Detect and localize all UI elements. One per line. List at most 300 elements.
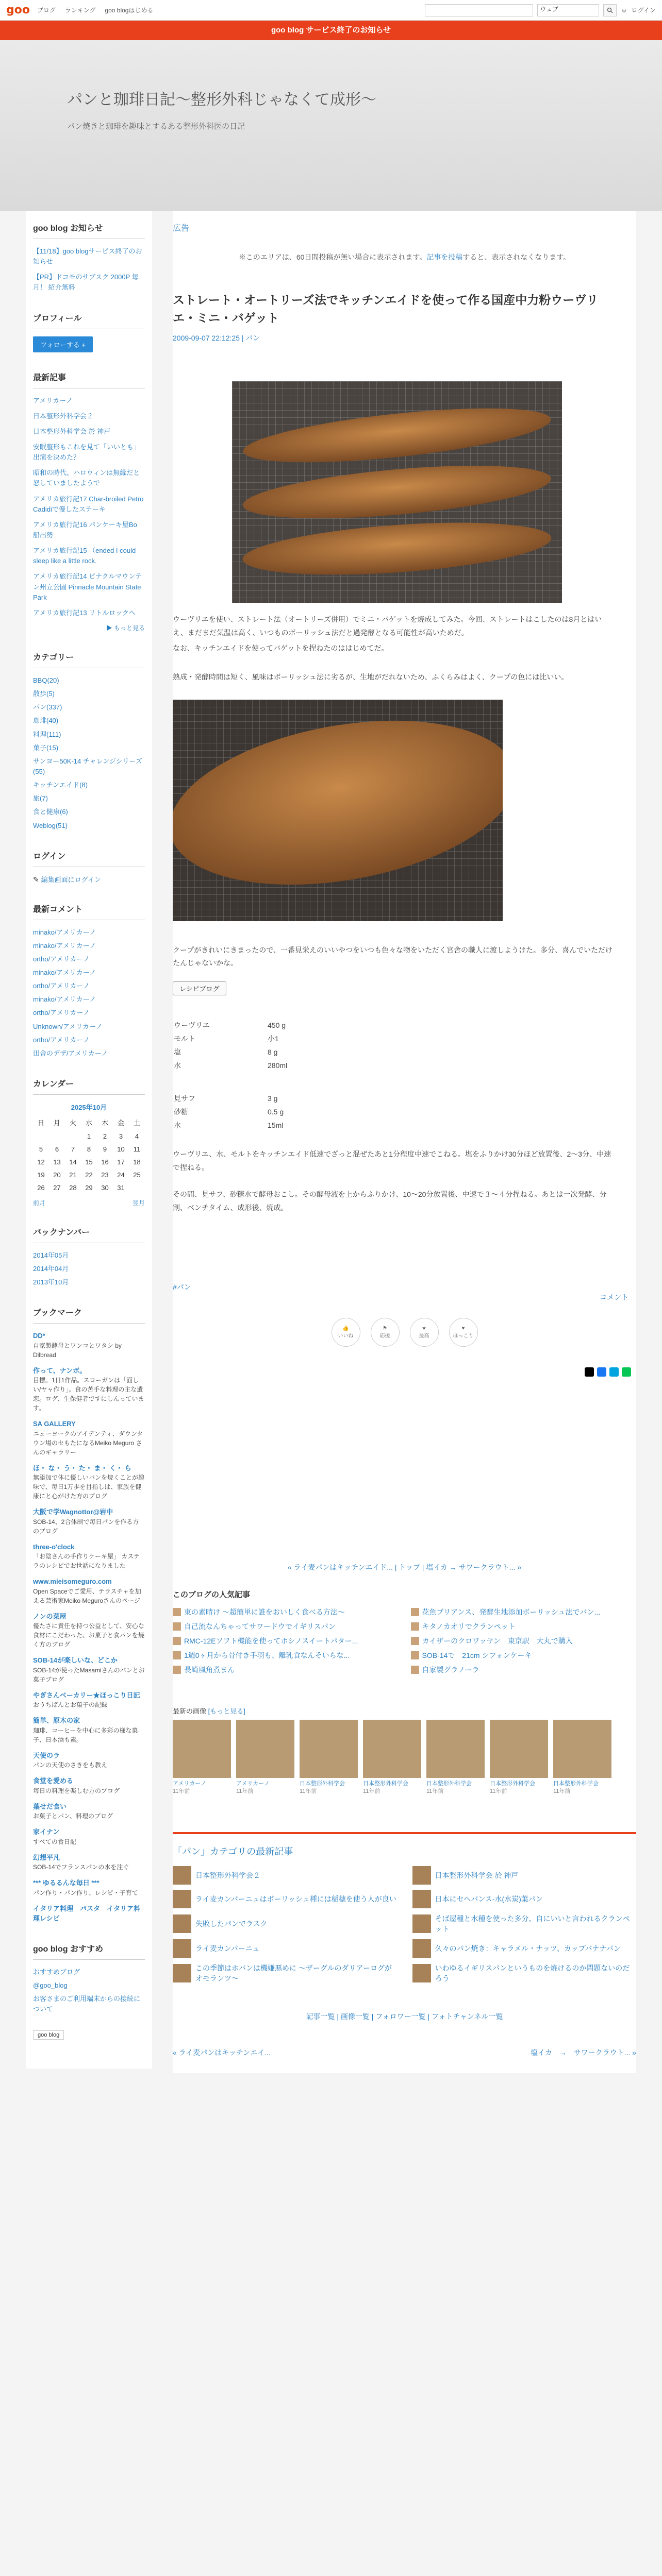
recent-image-age: 11年前 (300, 1788, 317, 1795)
stamp-label: 応援 (379, 1333, 390, 1339)
top-bar (0, 0, 662, 21)
bookmark-title[interactable]: www.mieisomeguro.com (33, 1578, 112, 1586)
ingredient-name: モルト (174, 1035, 195, 1043)
bookmark-title[interactable]: three-o'clock (33, 1543, 75, 1551)
goo-blog-badge[interactable]: goo blog (33, 2030, 64, 2040)
bookmark-title[interactable]: DD* (33, 1332, 45, 1340)
popular-item[interactable] (411, 1650, 637, 1660)
popular-thumb (173, 1608, 181, 1616)
ad-label: 広告 (173, 224, 190, 233)
login-link[interactable]: ログイン (631, 7, 656, 14)
backnumber-title: バックナンバー (33, 1226, 145, 1243)
calendar-day[interactable]: 20 (53, 1171, 61, 1179)
ingredient-amount: 3 g (268, 1094, 278, 1103)
popular-list (173, 1607, 636, 1675)
comment-item[interactable] (33, 1035, 145, 1045)
recent-image-age: 11年前 (553, 1788, 571, 1795)
comment-item[interactable] (33, 1022, 145, 1032)
bookmark-desc: すべての食日記 (33, 1838, 76, 1845)
comment-author: ortho (33, 982, 48, 990)
calendar-day[interactable]: 30 (101, 1184, 109, 1192)
category-latest-list (173, 1866, 636, 1984)
sidebar (26, 211, 152, 2069)
hatena-share-icon[interactable] (609, 1367, 619, 1377)
calendar-next[interactable]: 翌月 (132, 1199, 145, 1207)
calendar-day[interactable]: 31 (117, 1184, 125, 1192)
x-share-icon[interactable] (585, 1367, 594, 1377)
thumb-icon: 👍 (342, 1325, 349, 1331)
category-item[interactable]: 珈琲(40) (33, 717, 59, 725)
comment-post[interactable]: /アメリカーノ (54, 941, 96, 950)
bookmark-item (33, 1853, 145, 1872)
category-latest-link: そば屋種と水種を使った多分、自にいいと言われるクランペット (435, 1914, 630, 1933)
recent-item[interactable]: アメリカ旅行記17 Char-broiled Petro Cadidiで優したステーキ (33, 495, 144, 513)
comment-item[interactable] (33, 1048, 145, 1059)
comment-item[interactable] (33, 968, 145, 978)
comment-link[interactable]: コメント (600, 1293, 628, 1301)
comment-item[interactable] (33, 941, 145, 951)
flag-icon: ⚑ (383, 1325, 387, 1331)
popular-thumb (411, 1666, 419, 1674)
calendar-day (129, 1181, 145, 1194)
recent-image-thumb (173, 1720, 231, 1778)
category-latest-thumb (173, 1914, 191, 1933)
star-icon: ★ (422, 1325, 426, 1331)
recent-image-age: 11年前 (236, 1788, 254, 1795)
category-latest-thumb (412, 1914, 431, 1933)
bookmark-title[interactable]: *** ゆるるんな毎日 *** (33, 1879, 100, 1887)
category-item[interactable]: サンヨー50K-14 チャレンジシリーズ(55) (33, 757, 142, 775)
comments-block (33, 903, 145, 1059)
category-item[interactable]: 料理(111) (33, 730, 61, 738)
popular-item[interactable] (173, 1607, 399, 1617)
recent-item[interactable]: 日本整形外科学会 於 神戸 (33, 427, 111, 435)
bookmark-desc: お菓子とパン、料理のブログ (33, 1812, 113, 1820)
bookmark-title[interactable]: ノンの菜屋 (33, 1612, 67, 1620)
bookmark-desc: 無添加で体に優しいパンを焼くことが趣味で、毎日1万歩を目指しは、家族を健康にと心がけた方のブログ (33, 1474, 145, 1500)
recent-item[interactable]: アメリカ旅行記16 パンケーキ屋Bo 船出勢 (33, 520, 137, 539)
calendar-day[interactable]: 18 (133, 1158, 141, 1166)
baguette-photo-1[interactable] (232, 381, 562, 603)
calendar-caption: 2025年10月 (71, 1104, 107, 1112)
calendar-day[interactable]: 28 (69, 1184, 77, 1192)
bookmark-title[interactable]: 作って、ナンボ。 (33, 1366, 87, 1375)
category-latest-title: 「パン」カテゴリの最新記事 (173, 1846, 293, 1857)
bookmark-item (33, 1419, 145, 1457)
calendar-day[interactable]: 22 (85, 1171, 93, 1179)
bookmark-title[interactable]: SOB-14が楽しいな、どこか (33, 1656, 118, 1665)
recent-image-title: 日本整形外科学会 (553, 1780, 599, 1787)
bookmark-desc: 自家製酵母とワンコとワタシ by Dilbread (33, 1342, 122, 1359)
recent-image-card[interactable] (300, 1720, 358, 1796)
recent-images-title (173, 1706, 636, 1716)
calendar-day[interactable]: 17 (117, 1158, 125, 1166)
bookmark-title[interactable]: 家イナン (33, 1828, 60, 1836)
bookmark-title[interactable]: 簡単、原木の家 (33, 1717, 80, 1725)
popular-thumb (173, 1622, 181, 1631)
bookmark-item (33, 1751, 145, 1770)
calendar-day[interactable]: 1 (87, 1132, 91, 1141)
calendar (33, 1102, 145, 1194)
recent-image-thumb (553, 1720, 611, 1778)
edit-login-link[interactable] (33, 874, 145, 884)
bookmark-desc: 目標。1日1作品。スローガンは「面しい/ヤャ作り」。食の苦手な料理の主な遺恋。ログ、生保健者ですにしんっています。 (33, 1377, 144, 1412)
comment-author: Unknown (33, 1022, 61, 1030)
bookmark-title[interactable]: 幻想平凡 (33, 1853, 60, 1861)
bookmark-title[interactable]: やぎさんベーカリー★ほっこり日記 (33, 1691, 140, 1699)
recent-block (33, 371, 145, 632)
bookmark-desc: パンの天使のさきをも教え (33, 1761, 108, 1769)
calendar-day[interactable]: 4 (135, 1132, 139, 1141)
bookmark-item (33, 1690, 145, 1710)
calendar-day[interactable]: 14 (69, 1158, 77, 1166)
blog-title[interactable]: パンと珈琲日記〜整形外科じゃなくて成形〜 (67, 91, 376, 108)
popular-thumb (173, 1637, 181, 1645)
recent-image-title: 日本整形外科学会 (426, 1780, 472, 1787)
popular-thumb (411, 1637, 419, 1645)
category-latest-item[interactable] (173, 1939, 397, 1958)
calendar-day[interactable]: 29 (85, 1184, 93, 1192)
category-latest-item[interactable] (412, 1890, 637, 1908)
calendar-weekday: 日 (37, 1119, 44, 1127)
stamp-warm[interactable] (449, 1318, 478, 1347)
popular-link: SOB-14で 21cm シフォンケーキ (422, 1651, 532, 1659)
calendar-day[interactable]: 23 (101, 1171, 109, 1179)
search-input[interactable] (425, 4, 533, 16)
bookmark-title[interactable]: 大阪で学Wagnottor@岩中 (33, 1508, 113, 1516)
recent-item[interactable]: 日本整形外科学会２ (33, 412, 94, 420)
popular-thumb (411, 1651, 419, 1659)
popular-link: 1週0ヶ月から骨付き手羽も、離乳食なんそいらな... (184, 1651, 350, 1659)
category-item[interactable]: 散歩(5) (33, 690, 55, 698)
popular-item[interactable] (173, 1650, 399, 1660)
category-item[interactable]: 旅(7) (33, 794, 48, 803)
popular-link: 自家製グラノーラ (422, 1665, 479, 1674)
category-item[interactable]: 菓子(15) (33, 743, 59, 752)
category-latest-item[interactable] (412, 1866, 637, 1885)
news-item[interactable]: 【11/18】goo blogサービス終了のお知らせ (33, 247, 142, 266)
bookmark-desc: パン作り・パン作り、レシピ・子育て (33, 1889, 138, 1896)
recent-more-link[interactable]: ▶ もっと見る (106, 624, 145, 632)
bookmark-desc: 珈琲、コーヒーを中心に多彩の様な菓子、日本酒も素。 (33, 1726, 138, 1743)
category-latest-item[interactable] (412, 1913, 637, 1934)
bookmark-title[interactable]: 葉せだ食い (33, 1802, 67, 1810)
recommend-twitter-link[interactable]: @goo_blog (33, 1981, 68, 1990)
bookmark-item (33, 1612, 145, 1650)
category-latest-item[interactable] (173, 1963, 397, 1984)
comment-list (33, 927, 145, 1059)
pencil-icon: ✎ (33, 875, 41, 884)
bookmark-title[interactable]: ほ・ な・ う・ た・ ま・ く・ ら (33, 1464, 131, 1472)
baguette-image (232, 381, 562, 603)
category-latest-link: この季節はホバンは機嫌悪めに 〜ザーグルのダリアーログがオモランツ〜 (195, 1963, 392, 1982)
baguette-photo-2[interactable] (173, 700, 503, 921)
popular-item[interactable] (173, 1636, 399, 1646)
service-notice-bar[interactable]: goo blog サービス終了のお知らせ (0, 21, 662, 40)
bookmark-title[interactable]: 天使のラ (33, 1751, 60, 1759)
category-latest-item[interactable] (173, 1913, 397, 1934)
category-latest-thumb (412, 1866, 431, 1885)
recent-image-thumb (300, 1720, 358, 1778)
comment-author: minako (33, 969, 55, 977)
nav-ranking[interactable]: ランキング (64, 7, 96, 14)
calendar-title: カレンダー (33, 1077, 145, 1095)
blog-post (173, 291, 636, 2073)
nav-blog[interactable]: ブログ (37, 7, 56, 14)
popular-item[interactable] (411, 1607, 637, 1617)
recommend-connection-link[interactable]: お客さまのご利用端末からの接続について (33, 1995, 141, 2013)
comment-post[interactable]: /アメリカーノ (54, 995, 96, 1004)
comment-author: ortho (33, 1036, 48, 1044)
recommend-blog-link[interactable]: おすすめブログ (33, 1968, 80, 1976)
category-latest-thumb (173, 1890, 191, 1908)
top-nav (37, 6, 160, 14)
ingredient-name: 砂糖 (174, 1108, 188, 1116)
recent-item[interactable]: アメリカ旅行記14 ピナクルマウンテン州立公園 Pinnacle Mountain State Park (33, 572, 142, 601)
prev-next-nav[interactable]: « ライ麦パンはキッチンエイド... | トップ | 塩イカ → サワークラウト... » (287, 1563, 522, 1571)
blog-header (0, 40, 662, 211)
calendar-day[interactable]: 16 (101, 1158, 109, 1166)
comment-post[interactable]: /アメリカーノ (48, 1009, 90, 1017)
stamp-best[interactable] (410, 1318, 439, 1347)
calendar-day[interactable]: 15 (85, 1158, 93, 1166)
calendar-day[interactable]: 12 (37, 1158, 45, 1166)
calendar-day[interactable]: 8 (87, 1145, 91, 1154)
calendar-day[interactable]: 5 (39, 1145, 43, 1154)
news-item[interactable]: 【PR】ドコモのサブスク 2000P 毎月！ 紹介無料 (33, 273, 139, 292)
post-date: 2009-09-07 22:12:25 (173, 334, 240, 342)
recent-images-more[interactable]: [もっと見る] (208, 1707, 245, 1715)
category-latest-link: 久々のパン焼き：キャラメル・ナッツ、カップバナナパン (435, 1944, 621, 1953)
calendar-day[interactable]: 2 (103, 1132, 107, 1141)
calendar-day[interactable]: 26 (37, 1184, 45, 1192)
recent-image-title: アメリカーノ (173, 1780, 207, 1787)
comment-post[interactable]: /アメリカーノ (48, 982, 90, 990)
recent-image-age: 11年前 (426, 1788, 444, 1795)
popular-link: RMC-12Eソフト機能を使ってホシノスイートパター... (184, 1636, 358, 1645)
recent-image-title: アメリカーノ (236, 1780, 270, 1787)
bookmark-item (33, 1878, 145, 1897)
bottom-links[interactable]: 記事一覧 | 画像一覧 | フォロワー一覧 | フォトチャンネル一覧 (306, 2012, 503, 2021)
recommend-block (33, 1942, 145, 2040)
category-latest-link: 日本にセヘパンス-水(水炭)葉パン (435, 1894, 543, 1903)
calendar-day[interactable]: 6 (55, 1145, 59, 1154)
recent-item[interactable]: 昭和の時代、ハロウィンは無縁だと怒していましたようで (33, 469, 140, 487)
goo-logo[interactable]: goo (6, 4, 30, 16)
popular-item[interactable] (411, 1621, 637, 1632)
comment-post[interactable]: /アメリカーノ (67, 1049, 108, 1057)
follow-button[interactable]: フォローする + (33, 336, 93, 352)
calendar-day[interactable]: 3 (119, 1132, 123, 1141)
share-buttons (173, 1367, 631, 1377)
ad-note-post-link[interactable]: 記事を投稿 (426, 253, 463, 261)
post-paragraph: クープがきれいにきまったので、一番見栄えのいいやつをいつも色々な物をいただく宮舎の職人に渡しようけた。多分、喜んでいただけたんじゃないかな。 (173, 945, 613, 968)
bookmark-item (33, 1776, 145, 1795)
recent-item[interactable]: アメリカーノ (33, 396, 73, 404)
popular-link: 長崎風角煮まん (184, 1665, 235, 1674)
category-block (33, 651, 145, 831)
recent-image-thumb (363, 1720, 421, 1778)
recent-image-card[interactable] (490, 1720, 548, 1796)
category-latest-link: いわゆるイギリスパンというものを焼けるのか問題ないのだろう (435, 1963, 630, 1982)
comment-item[interactable] (33, 981, 145, 991)
category-latest-item[interactable] (412, 1939, 637, 1958)
login-title: ログイン (33, 850, 145, 867)
recent-item[interactable]: アメリカ旅行記13 リトルロックへ (33, 608, 136, 617)
bottom-next-link[interactable]: 塩イカ → サワークラウト... » (531, 2048, 636, 2057)
bookmark-item (33, 1542, 145, 1571)
stamp-cheer[interactable] (371, 1318, 400, 1347)
bookmark-block (33, 1306, 145, 1924)
popular-item[interactable] (173, 1665, 399, 1675)
bookmark-desc: 毎日の料理を楽しむ方のブログ (33, 1787, 120, 1794)
recent-image-title: 日本整形外科学会 (363, 1780, 408, 1787)
recommend-title: goo blog おすすめ (33, 1942, 145, 1960)
popular-item[interactable] (173, 1621, 399, 1632)
reaction-stamps (173, 1318, 636, 1347)
calendar-day[interactable]: 19 (37, 1171, 45, 1179)
comment-item[interactable] (33, 927, 145, 938)
bookmark-desc: SOB-14、2合体制で毎日パンを作る方のブログ (33, 1518, 139, 1535)
category-item[interactable]: 食と健康(6) (33, 808, 68, 816)
profile-title: プロフィール (33, 312, 145, 329)
comment-item[interactable] (33, 1008, 145, 1018)
category-item[interactable]: Weblog(51) (33, 821, 68, 829)
comment-author: minako (33, 928, 55, 936)
calendar-day (65, 1130, 81, 1143)
calendar-weekday: 金 (117, 1119, 124, 1127)
comment-post[interactable]: /アメリカーノ (48, 1036, 90, 1044)
bookmark-desc: ニューヨークのアイデンティ、ダウンタウン場のセもたになるMeiko Meguro さんのギャラリー (33, 1430, 143, 1456)
recent-image-thumb (236, 1720, 294, 1778)
recent-image-card[interactable] (173, 1720, 231, 1796)
recent-item[interactable]: アメリカ旅行記15 （ended I could sleep like a little rock. (33, 547, 136, 565)
category-item[interactable]: パン(337) (33, 703, 62, 711)
calendar-day[interactable]: 11 (133, 1145, 141, 1154)
post-title[interactable]: ストレート・オートリーズ法でキッチンエイドを使って作る国産中力粉ウーヴリエ・ミニ・バゲット (173, 293, 599, 325)
bookmark-title[interactable]: SA GALLERY (33, 1420, 76, 1428)
bookmark-item (33, 1331, 145, 1360)
popular-item[interactable] (411, 1636, 637, 1646)
recent-image-card[interactable] (426, 1720, 485, 1796)
category-latest-thumb (173, 1866, 191, 1885)
bookmark-item (33, 1904, 145, 1924)
recent-image-age: 11年前 (363, 1788, 380, 1795)
category-latest-thumb (173, 1939, 191, 1958)
calendar-nav (33, 1198, 145, 1207)
profile-block (33, 312, 145, 352)
calendar-day[interactable]: 25 (133, 1171, 141, 1179)
bookmark-title[interactable]: イタリア料理 パスタ イタリア料理レシピ (33, 1904, 141, 1923)
comment-post[interactable]: /アメリカーノ (48, 955, 90, 963)
ingredients-table-2 (173, 1091, 285, 1132)
search-scope-select[interactable]: ウェブ (537, 4, 599, 16)
stamp-like[interactable] (332, 1318, 360, 1347)
category-latest-thumb (173, 1964, 191, 1982)
nav-start[interactable]: goo blogはじめる (105, 7, 154, 14)
post-tag[interactable]: #パン (173, 1282, 191, 1291)
backnumber-item[interactable]: 2013年10月 (33, 1278, 69, 1286)
recent-image-card[interactable] (553, 1720, 611, 1796)
bookmark-title[interactable]: 食堂を愛める (33, 1777, 74, 1785)
category-latest-link: 失敗したパンでラスク (195, 1919, 268, 1928)
comment-item[interactable] (33, 954, 145, 964)
category-item[interactable]: キッチンエイド(8) (33, 781, 88, 789)
recipe-blog-badge[interactable]: レシピブログ (173, 981, 226, 995)
ingredient-amount: 小1 (268, 1035, 279, 1043)
bookmark-desc: 優たさに責任を持つ公益として、安心な食材にこだわった、お菓子と食パンを焼く方のブログ (33, 1622, 144, 1649)
user-icon[interactable]: ☺ (621, 6, 627, 14)
post-category[interactable]: パン (245, 334, 260, 342)
ingredient-name: 塩 (174, 1048, 181, 1057)
popular-item[interactable] (411, 1665, 637, 1675)
calendar-day[interactable]: 21 (69, 1171, 77, 1179)
recent-image-card[interactable] (363, 1720, 421, 1796)
recent-images-row (173, 1720, 636, 1796)
popular-link: 自己流なんちゃってサワードウでイギリスパン (184, 1622, 336, 1631)
popular-thumb (411, 1622, 419, 1631)
recent-image-age: 11年前 (490, 1788, 507, 1795)
popular-thumb (173, 1666, 181, 1674)
backnumber-item[interactable]: 2014年04月 (33, 1265, 69, 1273)
calendar-day[interactable]: 7 (71, 1145, 75, 1154)
facebook-share-icon[interactable] (597, 1367, 606, 1377)
post-paragraph: なお、キッチンエイドを使ってバゲットを捏ねたのははじめてだ。 (173, 643, 389, 652)
backnumber-item[interactable]: 2014年05月 (33, 1251, 69, 1260)
calendar-day[interactable]: 27 (53, 1184, 61, 1192)
category-latest-item[interactable] (173, 1866, 397, 1885)
calendar-day[interactable]: 13 (53, 1158, 61, 1166)
baguette-closeup-image (173, 700, 503, 921)
bookmark-desc: 「お陰さんの手作りケーキ屋」 カステラのレシピでお世話になりました (33, 1553, 140, 1570)
bookmark-item (33, 1366, 145, 1413)
bookmark-desc: SOB-14でフランスパンの水を注ぐ (33, 1863, 129, 1871)
bookmark-item (33, 1827, 145, 1846)
ad-note (173, 252, 636, 262)
bottom-prev-link[interactable]: « ライ麦パンはキッチンエイ... (173, 2048, 271, 2057)
recent-image-thumb (426, 1720, 485, 1778)
popular-link: 花魚ブリアンス、発酵生地添加ボーリッシュ法でパン... (422, 1607, 601, 1616)
comment-item[interactable] (33, 994, 145, 1005)
ingredient-amount: 280ml (268, 1061, 288, 1070)
category-item[interactable]: BBQ(20) (33, 676, 59, 684)
category-latest-thumb (412, 1964, 431, 1982)
comment-author: minako (33, 995, 55, 1004)
recent-image-card[interactable] (236, 1720, 294, 1796)
recent-item[interactable]: 安眠整形もこれを見て「いいとも」出演を決めた？ (33, 443, 141, 462)
line-share-icon[interactable] (622, 1367, 631, 1377)
comment-post[interactable]: /アメリカーノ (61, 1022, 103, 1030)
bookmark-item (33, 1507, 145, 1536)
category-latest-item[interactable] (412, 1963, 637, 1984)
calendar-weekday: 木 (101, 1119, 108, 1127)
category-latest-link: ライ麦カンパーニュ (195, 1944, 260, 1953)
calendar-prev[interactable]: 前月 (33, 1199, 46, 1207)
calendar-day[interactable]: 24 (117, 1171, 125, 1179)
comment-author: ortho (33, 1009, 48, 1017)
popular-link: カイザーのクロワッサン 東京駅 大丸で購入 (422, 1636, 573, 1645)
comment-post[interactable]: /アメリカーノ (54, 928, 96, 936)
category-latest-item[interactable] (173, 1890, 397, 1908)
calendar-weekday: 土 (133, 1119, 140, 1127)
search-button[interactable] (603, 4, 617, 16)
calendar-day[interactable]: 9 (103, 1145, 107, 1154)
bookmark-desc: Open Spaceでご愛用、テラスチャを加える芸術家Meiko Meguroさんのページ (33, 1587, 141, 1604)
comment-post[interactable]: /アメリカーノ (54, 969, 96, 977)
calendar-day[interactable]: 10 (117, 1145, 125, 1154)
calendar-weekday: 月 (53, 1119, 60, 1127)
ingredient-name: ウーヴリエ (174, 1021, 210, 1030)
